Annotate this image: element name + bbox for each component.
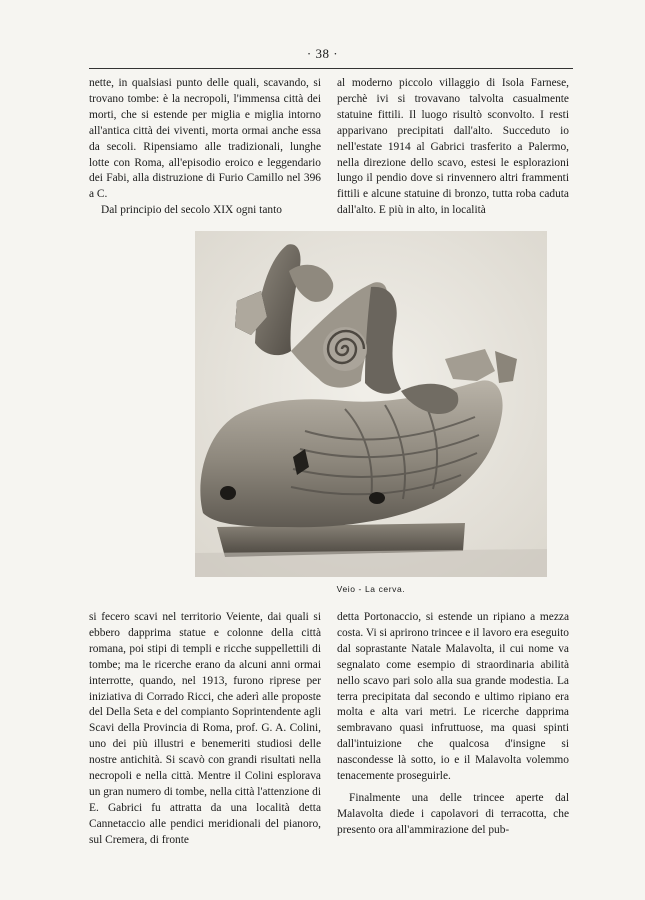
figure-caption: Veio - La cerva.	[336, 584, 406, 594]
paragraph: detta Portonaccio, si estende un ripiano a mezza costa. Vi si aprirono trincee e il lavoro era eseguito dal soprastante Natale Malavolta, il cui nome va segnalato come esempio di straordinaria abilità nello scavo pari solo alla sua grande modestia. La terra precipitata dal secondo e ultimo ripiano era molta e alta vari metri. Le ricerche dapprima sembravano quasi infruttuose, ma quasi spinti dall'intuizione che qualcosa d'insigne si nascondesse là sotto, io e il Malavolta volemmo tenacemente proseguirle.	[337, 611, 569, 783]
paragraph: Finalmente una delle trincee aperte dal Malavolta diede i capolavori di terracotta, che presento ora all'ammirazione del pub-	[337, 791, 569, 836]
column-bottom-left	[89, 610, 321, 849]
header-rule	[89, 68, 573, 69]
figure-photo-cerva	[195, 231, 547, 577]
paragraph: al moderno piccolo villaggio di Isola Farnese, perchè ivi si trovavano talvolta casualmente statuine fittili. Il luogo risultò sconvolto. I resti apparivano precipitati dall'alto. Succeduto io nell'estate 1914 al Gabrici trasferito a Palermo, nella direzione dello scavo, estesi le esplorazioni lungo il pendio dove si rinvennero altri frammenti fittili e alcune statuine di bronzo, tutta roba caduta dall'alto. E più in alto, in località	[337, 77, 569, 217]
paragraph: nette, in qualsiasi punto delle quali, scavando, si trovano tombe: è la necropoli, l'immensa città dei morti, che si estende per miglia e miglia intorno all'antica città dei viventi, morta ormai anche essa da secoli. Ripensiamo alle tradizionali, lunghe lotte con Roma, all'episodio eroico e leggendario dei Fabi, alla distruzione di Furio Camillo nel 396 a C.	[89, 77, 321, 201]
column-top-right	[337, 76, 569, 219]
page-number: · 38 ·	[306, 46, 339, 61]
spiral-ornament	[323, 327, 367, 371]
column-bottom-right	[337, 610, 569, 839]
paragraph: si fecero scavi nel territorio Veiente, dai quali si ebbero dapprima statue e colonne della città romana, poi stipi di templi e ricche suppellettili di tombe; ma le ricerche erano da alcuni anni ormai interrotte, quando, nel 1913, furono riprese per iniziativa di Corrado Ricci, che aderì alle proposte del Della Seta e del compianto Soprintendente agli Scavi della Provincia di Roma, prof. G. A. Colini, uno dei più illustri e benemeriti studiosi delle nostre antichità. Si scavò con grandi risultati nella necropoli e nella città. Mentre il Colini esplorava un gran numero di tombe, nella città l'attenzione di E. Gabrici fu attratta da una località detta Cannetaccio alle pendici meridionali del pianoro, sul Cremera, di fronte	[89, 611, 322, 846]
terracotta-deer-illustration	[195, 231, 547, 577]
paragraph: Dal principio del secolo XIX ogni tanto	[101, 204, 282, 217]
column-top-left	[89, 76, 321, 219]
